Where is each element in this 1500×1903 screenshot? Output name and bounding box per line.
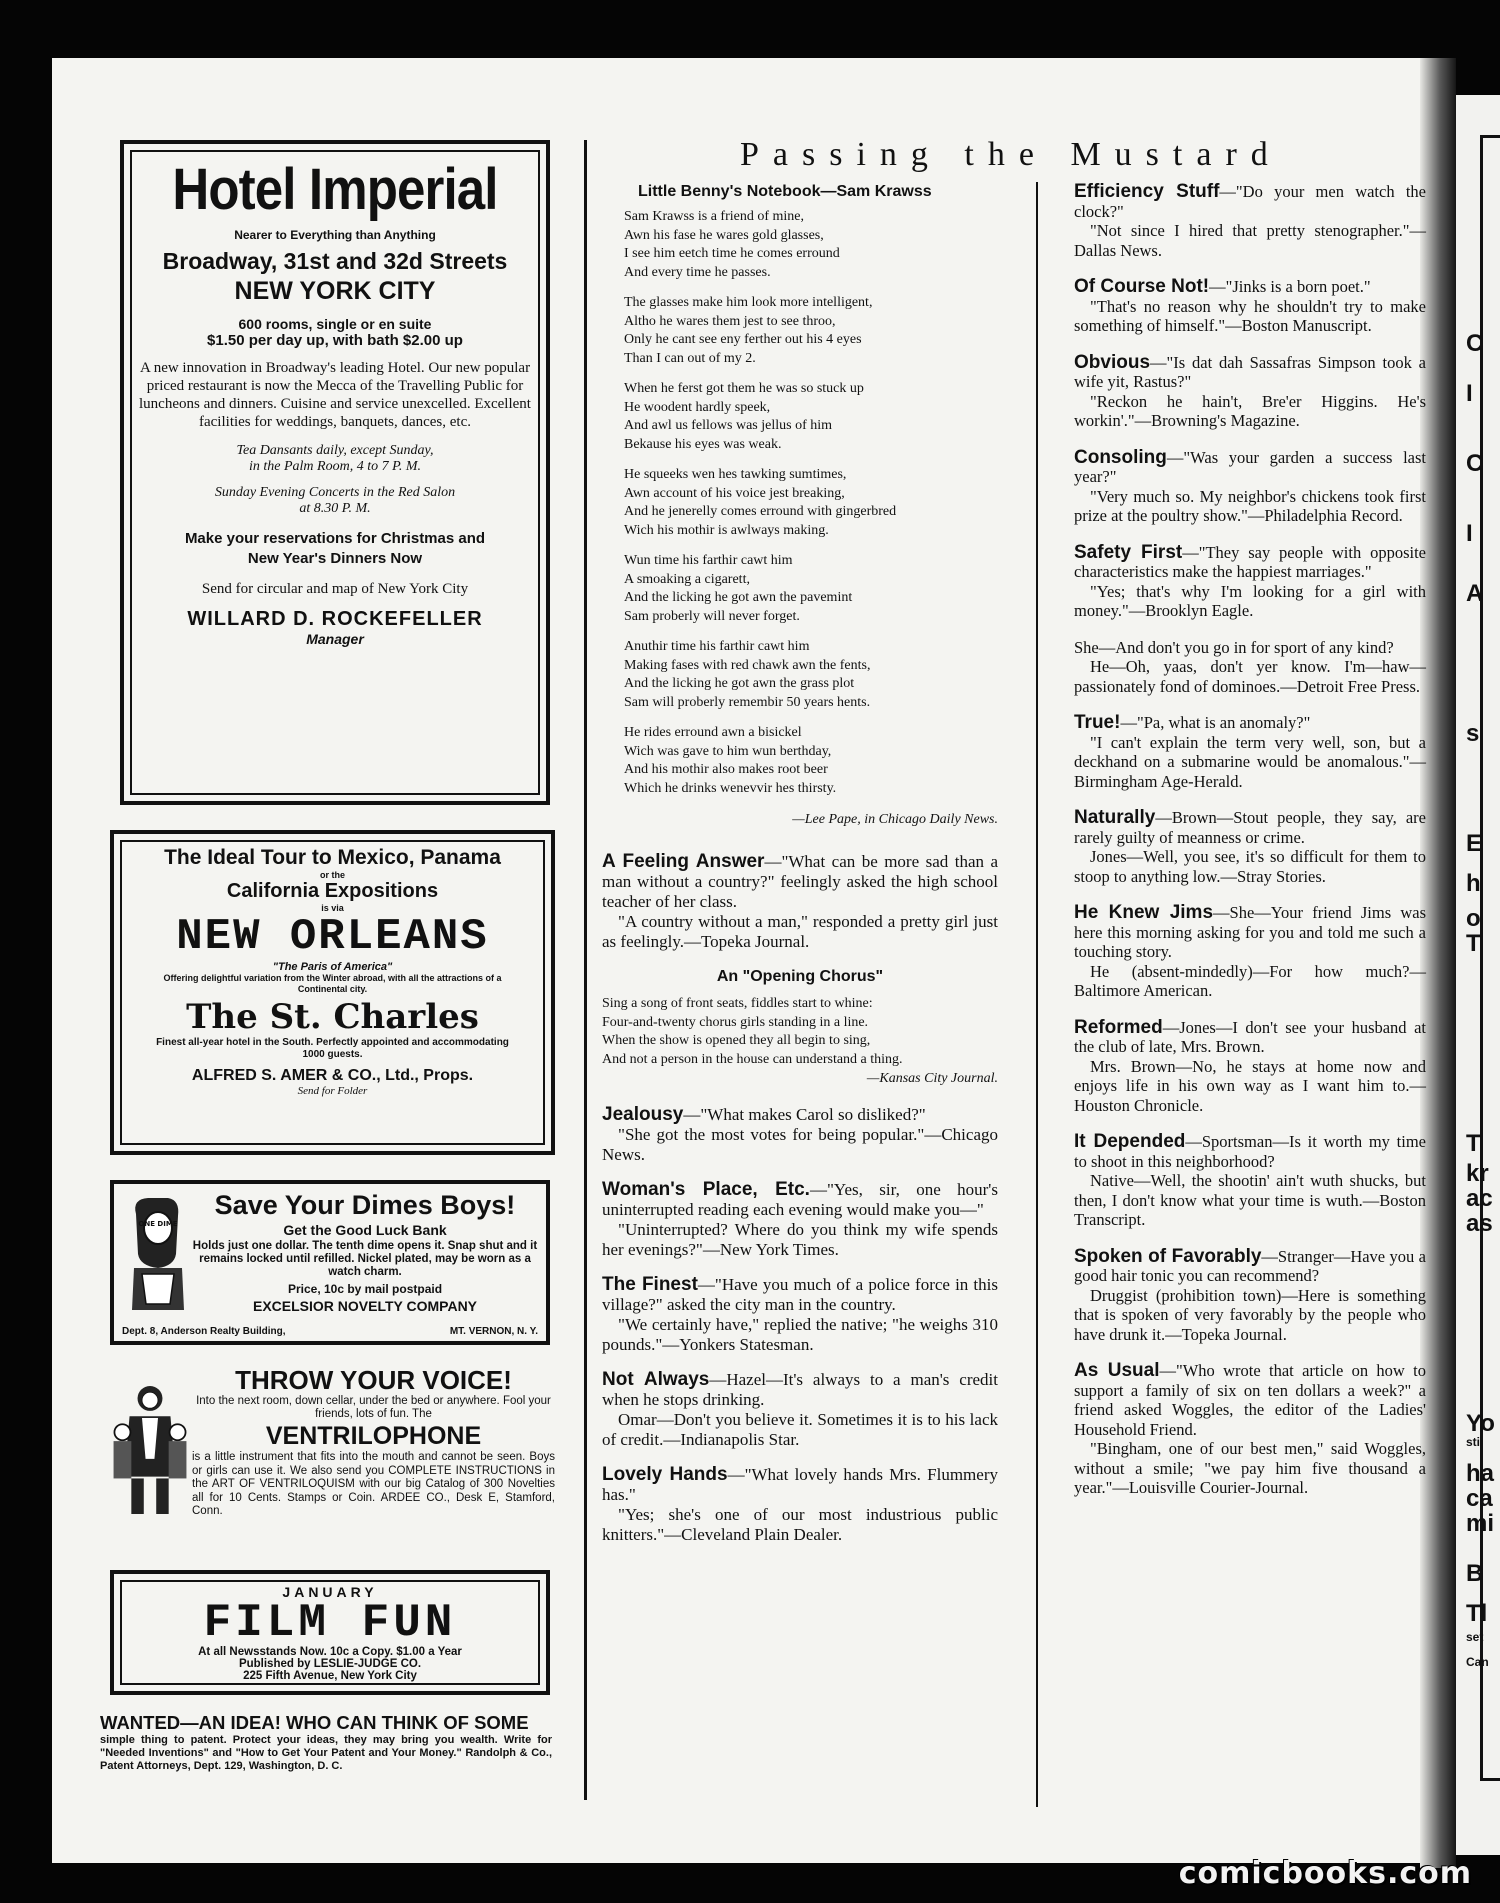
- strip-letter: kr: [1466, 1160, 1489, 1187]
- poem-stanza: [624, 380, 998, 454]
- middle_items-item: [602, 1180, 998, 1260]
- poem-line: And the licking he got awn the grass plot: [624, 676, 855, 691]
- item-text: —Hazel—It's always to a man's credit when he stops drinking.: [602, 1370, 998, 1409]
- good-luck-bank-ad: [110, 1180, 550, 1345]
- strip-letter: sti: [1466, 1435, 1481, 1449]
- adjacent-page-strip: [1456, 95, 1500, 1855]
- item-text: —Jones—I don't see your husband at the club of late, Mrs. Brown.: [1074, 1017, 1426, 1056]
- item-text: —Stranger—Have you a good hair tonic you can recommend?: [1074, 1246, 1426, 1285]
- item-reply: "Not since I hired that pretty stenographer."—Dallas News.: [1074, 221, 1426, 260]
- item-reply: "We certainly have," replied the native; "he weighs 310 pounds."—Yonkers Statesman.: [602, 1315, 998, 1354]
- hotel-description: A new innovation in Broadway's leading Hotel. Our new popular priced restaurant is now the Mecca of the Travelling Public for luncheons and dinners. Cuisine and service unexcelled. Excellent facilities for weddings, banquets, dances, etc.: [139, 360, 531, 430]
- chorus-lines: [602, 995, 998, 1069]
- poem-line: Bekause his eyes was weak.: [624, 436, 782, 452]
- item-reply: Jones—Well, you see, it's so difficult for them to stoop to anything low.—Stray Stories.: [1074, 847, 1426, 886]
- ventriloquist-figures-icon: [110, 1375, 190, 1525]
- poem-attribution: —Lee Pape, in Chicago Daily News.: [792, 812, 998, 827]
- hotel-circular: Send for circular and map of New York City: [201, 581, 469, 597]
- poem-line: Sam will proberly remembir 50 years hents.: [624, 694, 871, 710]
- item-text: —"Was your garden a success last year?": [1074, 447, 1426, 486]
- poem-line: And awl us fellows was jellus of him: [624, 418, 833, 433]
- svg-text:ONE DIME: ONE DIME: [138, 1220, 178, 1228]
- strip-letter: Can: [1466, 1655, 1489, 1669]
- orleans-props: ALFRED S. AMER & CO., Ltd., Props.: [191, 1067, 474, 1084]
- item-reply: "Yes; she's one of our most industrious public knitters."—Cleveland Plain Dealer.: [602, 1505, 998, 1544]
- wanted-body: simple thing to patent. Protect your ideas, they may bring you wealth. Write for "Needed Inventions" and "How to Get Your Patent and Your Money." Randolph & Co., Patent Attorneys, Dept. 129, Washington, D. C.: [100, 1734, 552, 1772]
- right_items-item: [1074, 543, 1426, 621]
- item-heading: Woman's Place, Etc.: [602, 1179, 810, 1200]
- poem-line: And every time he passes.: [624, 264, 771, 280]
- right-column: [1074, 182, 1426, 1515]
- page-title: Passing the Mustard: [740, 136, 1282, 173]
- poem-stanza: [624, 466, 998, 540]
- wanted-idea-ad: [100, 1712, 552, 1773]
- item-heading: It Depended: [1074, 1131, 1186, 1152]
- item-heading: Naturally: [1074, 807, 1156, 828]
- watermark: comicbooks.com: [1178, 1856, 1472, 1891]
- item-heading: True!: [1074, 712, 1121, 733]
- poem-line: He woodent hardly speek,: [624, 399, 771, 415]
- dimes-subtitle: Get the Good Luck Bank: [283, 1222, 447, 1238]
- wanted-title: WANTED—AN IDEA! WHO CAN THINK OF SOME: [100, 1712, 529, 1733]
- item-text: —"Who wrote that article on how to support a family of six on ten dollars a week?" a friend asked Woggles, the editor of the Ladies' Household Friend.: [1074, 1361, 1426, 1439]
- hotel-tagline: Nearer to Everything than Anything: [234, 228, 436, 242]
- dimes-price: Price, 10c by mail postpaid: [287, 1282, 443, 1296]
- item-text: —"What lovely hands Mrs. Flummery has.": [602, 1465, 998, 1504]
- hotel-name: Hotel Imperial: [172, 157, 498, 222]
- strip-letter: C: [1466, 450, 1484, 477]
- poem-line: He squeeks wen hes tawking sumtimes,: [624, 467, 847, 482]
- poem-line: I see him eetch time he comes erround: [624, 246, 840, 261]
- strip-letter: set: [1466, 1630, 1484, 1644]
- strip-letter: o: [1466, 905, 1481, 932]
- poem-title: Little Benny's Notebook—Sam Krawss: [638, 183, 932, 200]
- poem-stanza: [624, 724, 998, 798]
- item-reply: He (absent-mindedly)—For how much?—Baltimore American.: [1074, 961, 1426, 1000]
- middle-column: [602, 182, 998, 1560]
- poem-line: Awn account of his voice jest breaking,: [624, 485, 845, 501]
- item-reply: "She got the most votes for being popular."—Chicago News.: [602, 1125, 998, 1164]
- poem-line: Making fases with red chawk awn the fents,: [624, 657, 871, 673]
- poem-line: Wun time his farthir cawt him: [624, 553, 793, 568]
- strip-letter: B: [1466, 1560, 1484, 1587]
- dimes-town: MT. VERNON, N. Y.: [449, 1326, 538, 1337]
- middle_items-item: [602, 1275, 998, 1355]
- bank-hand-icon: [128, 1194, 188, 1314]
- poem-stanza: [624, 552, 998, 626]
- poem-line: Altho he wares them jest to see throo,: [624, 313, 836, 329]
- filmfun-title: FILM FUN: [203, 1597, 457, 1649]
- strip-letter: mi: [1466, 1510, 1495, 1537]
- right_items-item: [1074, 448, 1426, 526]
- poem-line: And the licking he got awn the pavemint: [624, 590, 853, 605]
- chorus-line: Four-and-twenty chorus girls standing in a line.: [602, 1014, 869, 1030]
- poem-line: Anuthir time his farthir cawt him: [624, 639, 810, 654]
- poem-line: Sam Krawss is a friend of mine,: [624, 209, 805, 224]
- item-heading: Efficiency Stuff: [1074, 181, 1220, 202]
- poem-line: Only he cant see eny ferther out his 4 eyes: [624, 332, 862, 347]
- filmfun-address: 225 Fifth Avenue, New York City: [243, 1670, 417, 1682]
- strip-letter: ha: [1466, 1460, 1495, 1487]
- item-reply: Omar—Don't you believe it. Sometimes it is to his lack of credit.—Indianapolis Star.: [602, 1410, 998, 1449]
- poem-stanza: [624, 294, 998, 368]
- orleans-city: NEW ORLEANS: [176, 912, 489, 962]
- right_items-item: [1074, 713, 1426, 791]
- right_items-item: [1074, 353, 1426, 431]
- hotel-sunday-line2: at 8.30 P. M.: [299, 501, 371, 516]
- item-text: —"They say people with opposite characteristics make the happiest marriages.": [1074, 542, 1426, 581]
- item-reply: "Yes; that's why I'm looking for a girl with money."—Brooklyn Eagle.: [1074, 581, 1426, 620]
- strip-letter: T: [1466, 930, 1481, 957]
- item-reply: Druggist (prohibition town)—Here is something that is spoken of very favorably by the people who have drunk it.—Topeka Journal.: [1074, 1285, 1426, 1344]
- orleans-hotel: The St. Charles: [186, 997, 479, 1037]
- hotel-imperial-ad: [120, 140, 550, 805]
- chorus-title: An "Opening Chorus": [716, 968, 884, 985]
- strip-letter: s: [1466, 720, 1480, 747]
- item-heading: A Feeling Answer: [602, 851, 765, 872]
- strip-letter: Tl: [1466, 1600, 1488, 1627]
- voice-body: is a little instrument that fits into the mouth and cannot be seen. Boys or girls can use it. We also send you COMPLETE INSTRUCTIONS in the ART OF VENTRILOQUISM with our big Catalog of 300 Novelties all for 10 Cents. Stamps or Coin. ARDEE CO., Desk E, Stamford, Conn.: [192, 1451, 555, 1517]
- poem-line: And his mothir also makes root beer: [624, 762, 828, 777]
- chorus-block: [602, 967, 998, 1089]
- item-text: —"Pa, what is an anomaly?": [1120, 713, 1311, 732]
- right_items-item: [1074, 903, 1426, 1001]
- item-heading: Consoling: [1074, 446, 1167, 468]
- item-heading: Spoken of Favorably: [1074, 1245, 1262, 1267]
- item-text: —"What makes Carol so disliked?": [683, 1105, 926, 1124]
- hotel-tea-line1: Tea Dansants daily, except Sunday,: [236, 443, 434, 458]
- new-orleans-ad: [110, 830, 555, 1155]
- middle_items-item: [602, 1465, 998, 1545]
- strip-letter: A: [1466, 580, 1484, 607]
- item-reply: Mrs. Brown—No, he stays at home now and enjoys life in his own way as I want him to.—Houston Chronicle.: [1074, 1056, 1426, 1115]
- item-reply: "Bingham, one of our best men," said Woggles, without a smile; "we pay him five thousand a year."—Louisville Courier-Journal.: [1074, 1439, 1426, 1497]
- item-reply: "Reckon he hain't, Bre'er Higgins. He's workin'."—Browning's Magazine.: [1074, 391, 1426, 430]
- hotel-rooms: 600 rooms, single or en suite: [238, 316, 432, 332]
- voice-intro: Into the next room, down cellar, under the bed or anywhere. Fool your friends, lots of fun. The: [196, 1395, 551, 1420]
- item-text: —"What can be more sad than a man without a country?" feelingly asked the high school teacher of her class.: [602, 852, 998, 911]
- dimes-company: EXCELSIOR NOVELTY COMPANY: [252, 1298, 478, 1314]
- middle_items-item: [602, 1370, 998, 1450]
- right_items-item: [1074, 182, 1426, 260]
- item-heading: Not Always: [602, 1369, 710, 1390]
- dimes-dept: Dept. 8, Anderson Realty Building,: [122, 1326, 286, 1337]
- right_items-item: [1074, 1018, 1426, 1116]
- strip-letter: T: [1466, 1130, 1481, 1157]
- poem-line: A smoaking a cigarett,: [624, 571, 750, 587]
- poem-body: [624, 208, 998, 798]
- item-text: —"Jinks is a born poet.": [1209, 277, 1371, 296]
- poem-line: Wich his mothir is awlways making.: [624, 522, 829, 538]
- right_items-item: [1074, 1247, 1426, 1345]
- orleans-or: or the: [319, 870, 345, 880]
- poem-stanza: [624, 208, 998, 282]
- hotel-sunday-line1: Sunday Evening Concerts in the Red Salon: [214, 485, 456, 500]
- poem-line: Than I can out of my 2.: [624, 350, 756, 366]
- item-reply: Native—Well, the shootin' ain't wuth shucks, but then, I don't know what your time is wuth.—Boston Transcript.: [1074, 1171, 1426, 1229]
- item-heading: The Finest: [602, 1274, 698, 1295]
- filmfun-newsstands: At all Newsstands Now. 10c a Copy. $1.00 a Year: [198, 1646, 462, 1658]
- item-text: —Brown—Stout people, they say, are rarely guilty of meanness or crime.: [1074, 808, 1426, 847]
- strip-letter: ca: [1466, 1485, 1493, 1512]
- item-text: —"Have you much of a police force in this village?" asked the city man in the country.: [602, 1275, 998, 1314]
- hotel-manager-title: Manager: [306, 631, 364, 647]
- poem-line: The glasses make him look more intelligent,: [624, 295, 873, 310]
- dimes-title: Save Your Dimes Boys!: [214, 1190, 516, 1220]
- item-reply: "I can't explain the term very well, son, but a deckhand on a submarine would be anomalous."—Birmingham Age-Herald.: [1074, 732, 1426, 791]
- orleans-folder: Send for Folder: [297, 1085, 368, 1097]
- right_items-item: [1074, 808, 1426, 886]
- right_items-item: [1074, 277, 1426, 336]
- poem-stanza: [624, 638, 998, 712]
- orleans-via: is via: [321, 903, 344, 913]
- column-rule-right: [1036, 182, 1038, 1807]
- right_items-item: [1074, 1132, 1426, 1230]
- middle-items-b: [602, 1105, 998, 1545]
- item-text: —"Yes, sir, one hour's uninterrupted reading each evening would make you—": [602, 1180, 998, 1219]
- poem-line: Wich was gave to him wun berthday,: [624, 743, 832, 759]
- strip-letter: h: [1466, 870, 1481, 897]
- item-heading: Of Course Not!: [1074, 276, 1210, 297]
- strip-letter: E: [1466, 830, 1483, 857]
- item-heading: He Knew Jims: [1074, 902, 1214, 923]
- item-reply: "That's no reason why he shouldn't try to make something of himself."—Boston Manuscript.: [1074, 296, 1426, 335]
- hotel-tea-line2: in the Palm Room, 4 to 7 P. M.: [248, 459, 421, 474]
- strip-letter: C: [1466, 330, 1484, 357]
- poem-line: When he ferst got them he was so stuck up: [624, 381, 864, 396]
- chorus-line: Sing a song of front seats, fiddles start to whine:: [602, 996, 873, 1011]
- item-reply: "Very much so. My neighbor's chickens took first prize at the poultry show."—Philadelphia Record.: [1074, 486, 1426, 525]
- item-reply: "Uninterrupted? Where do you think my wife spends her evenings?"—New York Times.: [602, 1220, 998, 1259]
- strip-letter: as: [1466, 1210, 1493, 1237]
- poem-line: Which he drinks wenevvir hes thirsty.: [624, 780, 837, 796]
- film-fun-ad: [110, 1570, 550, 1695]
- item-heading: Jealousy: [602, 1104, 684, 1125]
- hotel-city: NEW YORK CITY: [234, 277, 436, 305]
- item-reply: He—Oh, yaas, don't yer know. I'm—haw—passionately fond of dominoes.—Detroit Free Press.: [1074, 657, 1426, 696]
- voice-title: THROW YOUR VOICE!: [235, 1365, 512, 1395]
- column-rule-left: [584, 140, 587, 1800]
- hotel-address: Broadway, 31st and 32d Streets: [162, 248, 508, 274]
- orleans-paris: "The Paris of America": [272, 961, 393, 973]
- item-reply: "A country without a man," responded a pretty girl just as feelingly.—Topeka Journal.: [602, 912, 998, 951]
- middle_items-item: [602, 852, 998, 952]
- item-text: —Sportsman—Is it worth my time to shoot in this neighborhood?: [1074, 1132, 1426, 1171]
- chorus-attribution: —Kansas City Journal.: [866, 1071, 998, 1086]
- poem-line: Awn his fase he wares gold glasses,: [624, 227, 824, 243]
- strip-letter: Yo: [1466, 1410, 1495, 1437]
- item-text: —"Is dat dah Sassafras Simpson took a wife yit, Rastus?": [1074, 352, 1426, 391]
- filmfun-month: JANUARY: [282, 1584, 378, 1600]
- right_items-item: [1074, 1361, 1426, 1498]
- hotel-rates: $1.50 per day up, with bath $2.00 up: [207, 332, 463, 349]
- hotel-manager-name: WILLARD D. ROCKEFELLER: [187, 608, 483, 630]
- poem-line: And he jenerelly comes erround with gingerbred: [624, 504, 897, 519]
- hotel-reservations: Make your reservations for Christmas and New Year's Dinners Now: [184, 530, 486, 567]
- voice-product: VENTRILOPHONE: [265, 1422, 482, 1450]
- orleans-offering: Offering delightful variation from the Winter abroad, with all the attractions of a Continental city.: [163, 973, 502, 994]
- item-heading: As Usual: [1074, 1360, 1160, 1381]
- item-text: —"Do your men watch the clock?": [1074, 182, 1426, 221]
- item-heading: Safety First: [1074, 541, 1183, 563]
- orleans-finest: Finest all-year hotel in the South. Perfectly appointed and accommodating 1000 guests.: [156, 1037, 509, 1060]
- poem-line: Sam proberly will never forget.: [624, 608, 800, 624]
- right_items-item: [1074, 638, 1426, 697]
- filmfun-publisher: Published by LESLIE-JUDGE CO.: [238, 1658, 422, 1670]
- chorus-line: And not a person in the house can understand a thing.: [602, 1051, 903, 1067]
- item-text: She—And don't you go in for sport of any kind?: [1074, 637, 1394, 657]
- strip-letter: ac: [1466, 1185, 1493, 1212]
- strip-letter: I: [1466, 380, 1473, 407]
- orleans-expositions: California Expositions: [226, 880, 439, 902]
- item-heading: Reformed: [1074, 1016, 1163, 1038]
- strip-letter: I: [1466, 520, 1473, 547]
- chorus-line: When the show is opened they all begin to sing,: [602, 1033, 871, 1048]
- dimes-body: Holds just one dollar. The tenth dime opens it. Snap shut and it remains locked until refilled. Nickel plated, may be worn as a watch charm.: [192, 1240, 538, 1278]
- item-text: —She—Your friend Jims was here this morning asking for you and told me such a touching story.: [1074, 903, 1426, 961]
- orleans-tour-line: The Ideal Tour to Mexico, Panama: [164, 846, 501, 869]
- poem-line: He rides erround awn a bisickel: [624, 725, 802, 740]
- item-heading: Obvious: [1074, 351, 1151, 373]
- ventrilophone-ad: [110, 1365, 555, 1565]
- middle-items-a: [602, 852, 998, 952]
- item-heading: Lovely Hands: [602, 1464, 728, 1485]
- middle_items-item: [602, 1105, 998, 1165]
